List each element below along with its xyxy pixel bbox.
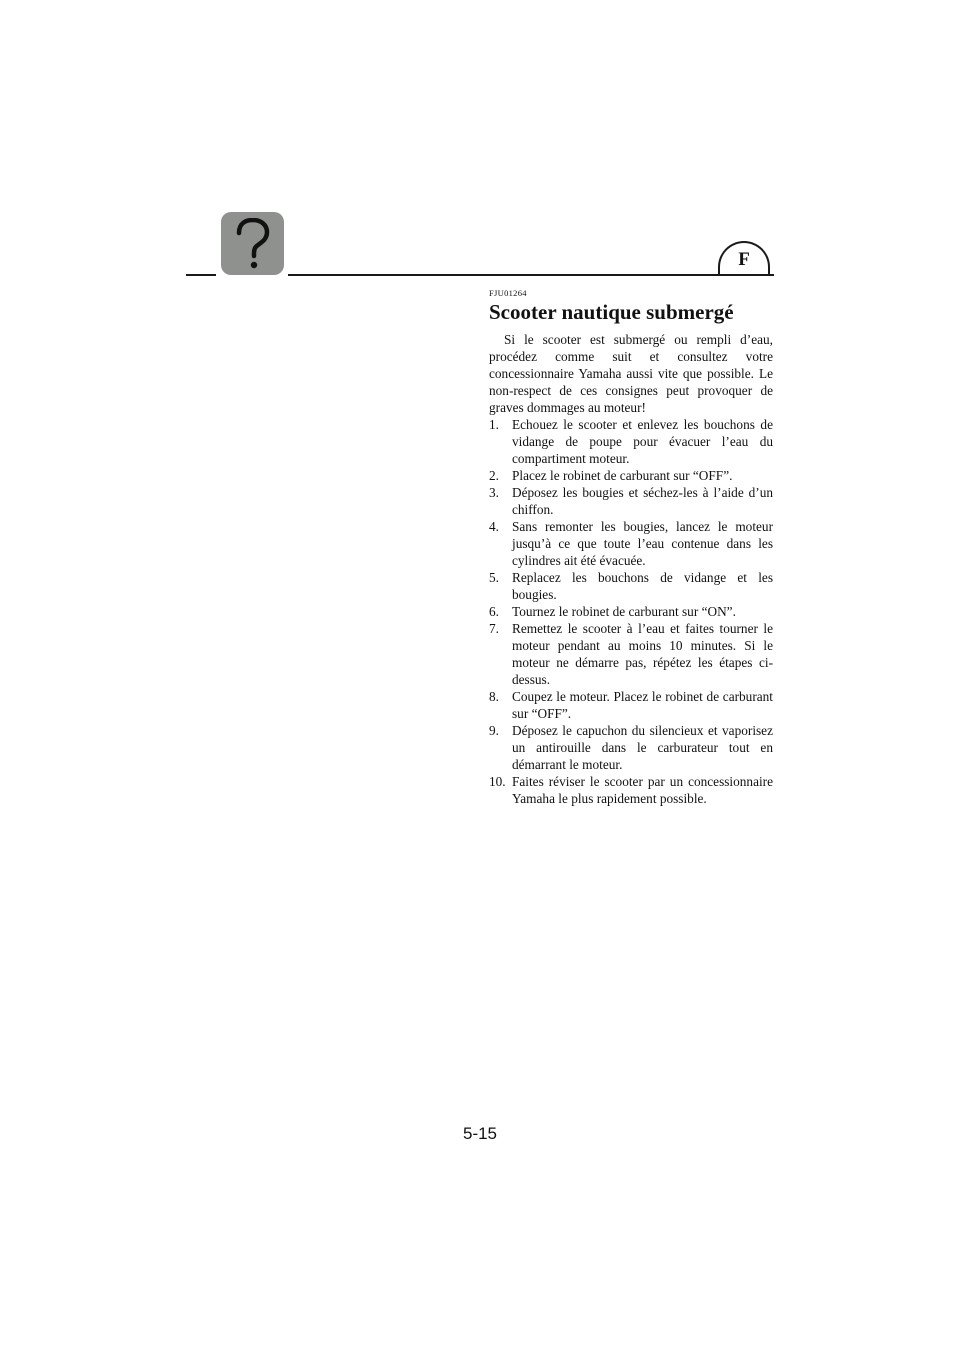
step-number: 9. — [489, 723, 499, 738]
step-number: 10. — [489, 774, 506, 789]
list-item — [489, 722, 773, 773]
question-mark-icon — [221, 212, 284, 275]
section-content — [489, 287, 773, 807]
steps-list — [489, 416, 773, 807]
step-number: 2. — [489, 468, 499, 483]
list-item — [489, 603, 773, 620]
step-text: Remettez le scooter à l’eau et faites tourner le moteur pendant au moins 10 minutes. Si le moteur ne démarre pas, répétez les étapes ci-dessus. — [512, 621, 773, 687]
step-number: 3. — [489, 485, 499, 500]
step-text: Faites réviser le scooter par un concessionnaire Yamaha le plus rapidement possible. — [512, 774, 773, 806]
step-number: 4. — [489, 519, 499, 534]
step-number: 5. — [489, 570, 499, 585]
header-rule-left — [186, 274, 216, 276]
step-text: Placez le robinet de carburant sur “OFF”. — [512, 468, 733, 483]
step-text: Echouez le scooter et enlevez les bouchons de vidange de poupe pour évacuer l’eau du compartiment moteur. — [512, 417, 773, 466]
list-item — [489, 467, 773, 484]
step-number: 8. — [489, 689, 499, 704]
language-badge: F — [718, 241, 770, 274]
step-text: Tournez le robinet de carburant sur “ON”. — [512, 604, 736, 619]
step-text: Coupez le moteur. Placez le robinet de carburant sur “OFF”. — [512, 689, 773, 721]
list-item — [489, 620, 773, 688]
step-number: 7. — [489, 621, 499, 636]
section-title: Scooter nautique submergé — [489, 300, 734, 324]
list-item — [489, 484, 773, 518]
list-item — [489, 518, 773, 569]
list-item — [489, 688, 773, 722]
step-text: Déposez les bougies et séchez-les à l’aide d’un chiffon. — [512, 485, 773, 517]
step-text: Déposez le capuchon du silencieux et vaporisez un antirouille dans le carburateur tout en démarrant le moteur. — [512, 723, 773, 772]
section-intro: Si le scooter est submergé ou rempli d’eau, procédez comme suit et consultez votre concessionnaire Yamaha aussi vite que possible. Le non-respect de ces consignes peut provoquer de graves dommages au moteur! — [489, 332, 773, 415]
step-text: Sans remonter les bougies, lancez le moteur jusqu’à ce que toute l’eau contenue dans les cylindres ait été évacuée. — [512, 519, 773, 568]
step-number: 1. — [489, 417, 499, 432]
list-item — [489, 416, 773, 467]
step-text: Replacez les bouchons de vidange et les bougies. — [512, 570, 773, 602]
step-number: 6. — [489, 604, 499, 619]
header-rule-right — [288, 274, 774, 276]
list-item — [489, 569, 773, 603]
page-number: 5-15 — [462, 1124, 498, 1143]
list-item — [489, 773, 773, 807]
question-mark-glyph — [231, 218, 275, 270]
section-code: FJU01264 — [489, 288, 527, 298]
